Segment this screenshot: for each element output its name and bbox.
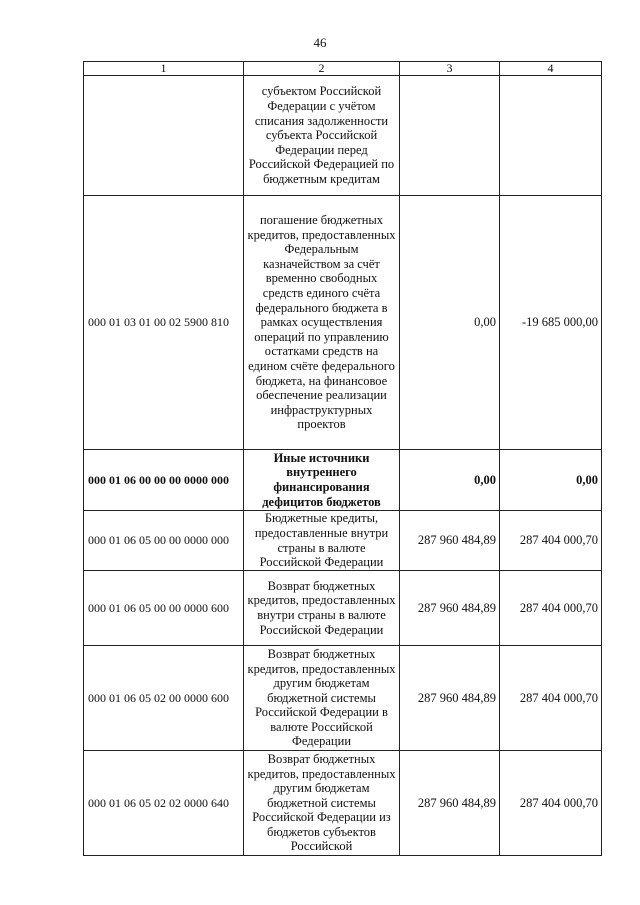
row-description: субъектом Российской Федерации с учётом списания задолженности субъекта Российской Федерации перед Российской Федерацией по бюджетным кредитам — [244, 76, 400, 196]
row-value-col3: 0,00 — [400, 450, 500, 511]
column-header-4: 4 — [500, 62, 602, 76]
budget-sources-table — [83, 61, 602, 856]
row-code: 000 01 06 05 02 00 0000 600 — [84, 646, 244, 751]
row-value-col3: 287 960 484,89 — [400, 571, 500, 646]
table-row — [84, 196, 602, 450]
row-code: 000 01 06 05 00 00 0000 600 — [84, 571, 244, 646]
row-code: 000 01 06 05 00 00 0000 000 — [84, 511, 244, 571]
column-header-2: 2 — [244, 62, 400, 76]
row-value-col4: 287 404 000,70 — [500, 571, 602, 646]
table-row — [84, 511, 602, 571]
row-value-col4: 287 404 000,70 — [500, 511, 602, 571]
row-value-col4: 287 404 000,70 — [500, 646, 602, 751]
row-code: 000 01 03 01 00 02 5900 810 — [84, 196, 244, 450]
row-value-col3: 0,00 — [400, 196, 500, 450]
row-description: погашение бюджетных кредитов, предоставленных Федеральным казначейством за счёт временно свободных средств единого счёта федерального бюджета в рамках осуществления операций по управлению остатками средств на едином счёте федерального бюджета, на финансовое обеспечение реализации инфраструктурных проектов — [244, 196, 400, 450]
page-number: 46 — [313, 35, 327, 50]
table-row — [84, 76, 602, 196]
row-code: 000 01 06 00 00 00 0000 000 — [84, 450, 244, 511]
row-description: Возврат бюджетных кредитов, предоставленных внутри страны в валюте Российской Федерации — [244, 571, 400, 646]
row-value-col4: -19 685 000,00 — [500, 196, 602, 450]
row-value-col4: 287 404 000,70 — [500, 751, 602, 856]
row-description: Возврат бюджетных кредитов, предоставленных другим бюджетам бюджетной системы Российской Федерации из бюджетов субъектов Российской — [244, 751, 400, 856]
row-code — [84, 76, 244, 196]
row-value-col3 — [400, 76, 500, 196]
row-description: Бюджетные кредиты, предоставленные внутри страны в валюте Российской Федерации — [244, 511, 400, 571]
row-description: Иные источники внутреннего финансирования дефицитов бюджетов — [244, 450, 400, 511]
row-value-col3: 287 960 484,89 — [400, 511, 500, 571]
row-value-col4 — [500, 76, 602, 196]
column-header-3: 3 — [400, 62, 500, 76]
table-row — [84, 646, 602, 751]
row-value-col4: 0,00 — [500, 450, 602, 511]
table-row — [84, 751, 602, 856]
row-code: 000 01 06 05 02 02 0000 640 — [84, 751, 244, 856]
table-header-row — [84, 62, 602, 76]
row-value-col3: 287 960 484,89 — [400, 646, 500, 751]
table-row — [84, 571, 602, 646]
column-header-1: 1 — [84, 62, 244, 76]
row-description: Возврат бюджетных кредитов, предоставленных другим бюджетам бюджетной системы Российской Федерации в валюте Российской Федерации — [244, 646, 400, 751]
table-row-section — [84, 450, 602, 511]
row-value-col3: 287 960 484,89 — [400, 751, 500, 856]
